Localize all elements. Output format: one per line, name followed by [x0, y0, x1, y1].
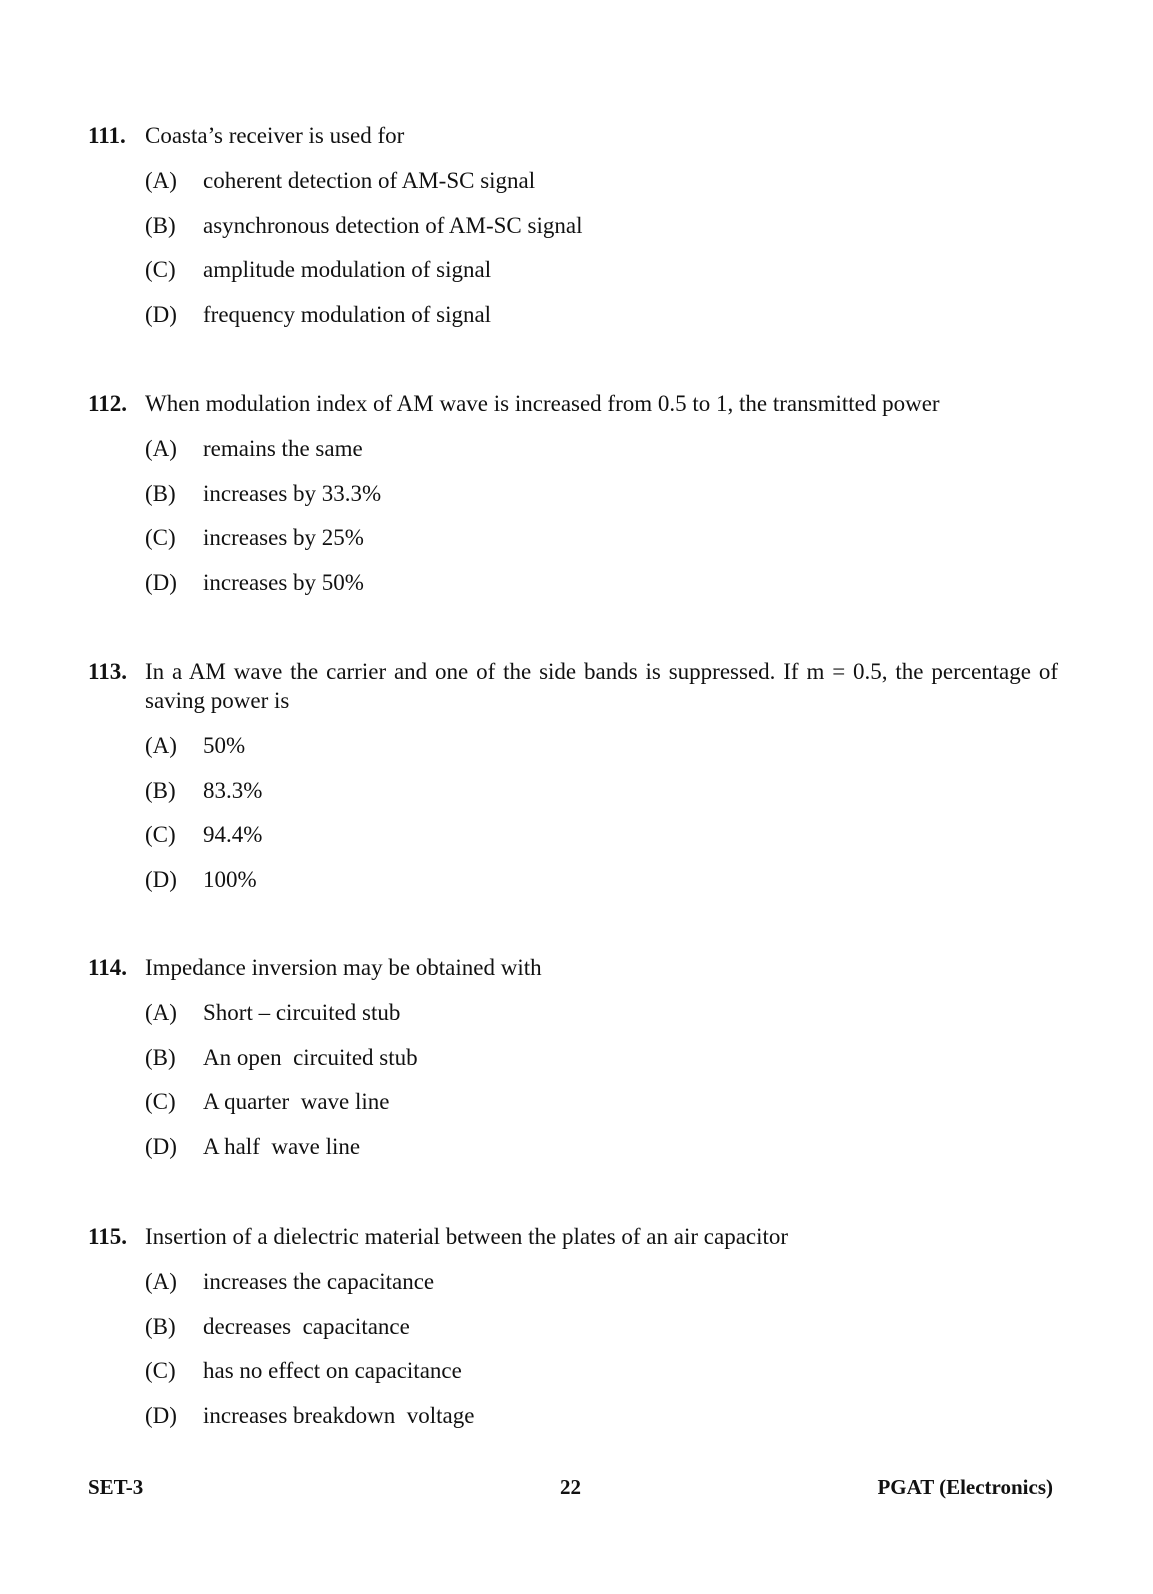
option-label: (D) [145, 1403, 177, 1429]
question-stem [88, 121, 1058, 150]
option-label: (C) [145, 822, 176, 848]
option-label: (C) [145, 1358, 176, 1384]
option-list [145, 731, 1058, 910]
option-label: (A) [145, 1000, 177, 1025]
option-a [145, 166, 1058, 211]
option-text: increases breakdown voltage [203, 1403, 475, 1429]
option-label: (D) [145, 1134, 177, 1160]
option-label: (A) [145, 168, 177, 193]
option-text: remains the same [203, 436, 363, 461]
option-label: (B) [145, 1313, 176, 1339]
option-label: (C) [145, 257, 176, 283]
option-text: 94.4% [203, 822, 263, 848]
option-label: (B) [145, 212, 176, 238]
question-stem [88, 953, 1058, 982]
option-list [145, 1267, 1058, 1446]
option-b [145, 776, 1058, 821]
option-label: (C) [145, 525, 176, 551]
option-a [145, 998, 1058, 1043]
question-number: 113. [88, 659, 127, 684]
option-label: (C) [145, 1089, 176, 1115]
option-label: (D) [145, 302, 177, 328]
option-text: increases by 50% [203, 570, 364, 596]
question-number: 112. [88, 391, 127, 416]
option-d [145, 1401, 1058, 1446]
option-list [145, 434, 1058, 613]
option-d [145, 865, 1058, 910]
question-stem [88, 657, 1058, 715]
question-text: In a AM wave the carrier and one of the side bands is suppressed. If m = 0.5, the percentage of saving power is [145, 659, 1058, 713]
option-b [145, 1043, 1058, 1088]
option-b [145, 1312, 1058, 1357]
option-text: 100% [203, 867, 257, 893]
option-text: increases by 33.3% [203, 480, 382, 506]
option-text: increases the capacitance [203, 1269, 435, 1294]
option-label: (D) [145, 570, 177, 596]
exam-title: PGAT (Electronics) [877, 1475, 1053, 1499]
question-number: 114. [88, 955, 127, 980]
option-text: has no effect on capacitance [203, 1358, 462, 1384]
option-text: A half wave line [203, 1134, 361, 1160]
option-text: 83.3% [203, 777, 263, 803]
option-label: (A) [145, 733, 177, 758]
question-text: When modulation index of AM wave is increased from 0.5 to 1, the transmitted power [145, 391, 940, 416]
question-stem [88, 1222, 1058, 1251]
option-c [145, 1356, 1058, 1401]
option-label: (D) [145, 867, 177, 893]
option-c [145, 523, 1058, 568]
option-c [145, 1087, 1058, 1132]
option-text: asynchronous detection of AM-SC signal [203, 212, 583, 238]
question-stem [88, 389, 1058, 418]
option-text: amplitude modulation of signal [203, 257, 492, 283]
page-number: 22 [560, 1475, 581, 1499]
question-111 [88, 121, 1058, 345]
option-text: 50% [203, 733, 246, 758]
option-list [145, 166, 1058, 345]
question-number: 115. [88, 1224, 127, 1249]
question-text: Insertion of a dielectric material between the plates of an air capacitor [145, 1224, 789, 1249]
option-list [145, 998, 1058, 1177]
question-114 [88, 953, 1058, 1177]
option-text: A quarter wave line [203, 1089, 390, 1115]
option-a [145, 1267, 1058, 1312]
option-text: frequency modulation of signal [203, 302, 492, 328]
option-b [145, 479, 1058, 524]
option-d [145, 1132, 1058, 1177]
option-text: decreases capacitance [203, 1313, 410, 1339]
question-text: Impedance inversion may be obtained with [145, 955, 542, 980]
question-113 [88, 657, 1058, 910]
option-c [145, 820, 1058, 865]
question-text: Coasta’s receiver is used for [145, 123, 405, 148]
option-a [145, 434, 1058, 479]
option-label: (B) [145, 777, 176, 803]
question-115 [88, 1222, 1058, 1446]
option-label: (A) [145, 436, 177, 461]
option-text: An open circuited stub [203, 1044, 418, 1070]
question-112 [88, 389, 1058, 613]
set-label: SET-3 [88, 1475, 144, 1499]
option-d [145, 300, 1058, 345]
option-label: (B) [145, 1044, 176, 1070]
option-label: (B) [145, 480, 176, 506]
option-c [145, 255, 1058, 300]
page-footer [88, 1472, 1053, 1502]
option-text: increases by 25% [203, 525, 364, 551]
option-b [145, 211, 1058, 256]
option-a [145, 731, 1058, 776]
option-text: coherent detection of AM-SC signal [203, 168, 536, 193]
option-text: Short – circuited stub [203, 1000, 401, 1025]
option-label: (A) [145, 1269, 177, 1294]
option-d [145, 568, 1058, 613]
question-number: 111. [88, 123, 126, 148]
